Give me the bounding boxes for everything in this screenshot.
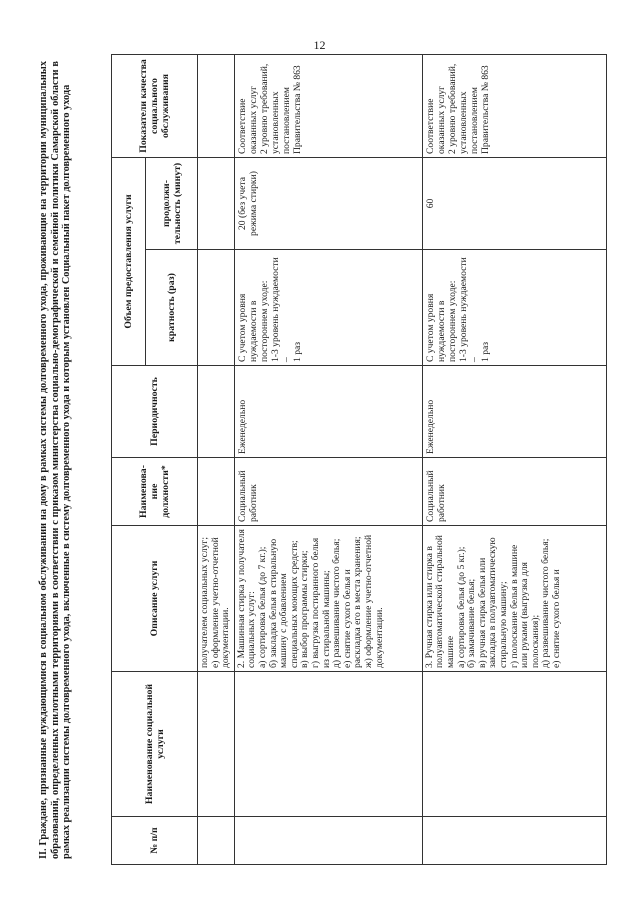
- table-row: [198, 55, 235, 865]
- rotated-table-block: [35, 55, 603, 865]
- service-position: Социальный работник: [234, 458, 422, 526]
- service-periodicity: Еженедельно: [422, 366, 606, 458]
- header-multiplicity: кратность (раз): [146, 250, 198, 366]
- service-duration: 60: [422, 158, 606, 250]
- header-periodicity: Периодичность: [112, 366, 198, 458]
- header-quality: Показатели качества социального обслуживания: [112, 55, 198, 158]
- service-periodicity: Еженедельно: [234, 366, 422, 458]
- table-row: [234, 55, 422, 865]
- header-position: Наименова-ние должности*: [112, 458, 198, 526]
- header-num: № п/п: [112, 817, 198, 865]
- service-multiplicity: С учетом уровня нуждаемости в постороннем уходе: 1-3 уровень нуждаемости – 1 раз: [422, 250, 606, 366]
- service-quality: Соответствие оказанных услуг 2 уровню требований, установленных постановлением Правительства № 863: [422, 55, 606, 158]
- service-duration: 20 (без учета режима стирки): [234, 158, 422, 250]
- header-duration: продолжи-тельность (минут): [146, 158, 198, 250]
- table-row: [422, 55, 606, 865]
- header-service-name: Наименование социальной услуги: [112, 672, 198, 817]
- service-description: получателем социальных услуг; е) оформление учетно-отчетной документации.: [198, 526, 235, 672]
- header-description: Описание услуги: [112, 526, 198, 672]
- section-title: II. Граждане, признанные нуждающимися в социальном обслуживании на дому в рамках системы долговременного ухода, проживающие на территории муниципальных образований, определенных пилотными территориями в соответствии с приказом министерства социально-демографической и семейной политики Самарской области в рамках реализации системы долговременного ухода, включенные в систему долговременного ухода и которым установлен Социальный пакет долговременного ухода: [38, 61, 73, 859]
- service-quality: Соответствие оказанных услуг 2 уровню требований, установленных постановлением Правительства № 863: [234, 55, 422, 158]
- service-multiplicity: С учетом уровня нуждаемости в постороннем уходе: 1-3 уровень нуждаемости – 1 раз: [234, 250, 422, 366]
- service-description: 3. Ручная стирка или стирка в полуавтоматической стиральной машине а) сортировка белья (до 5 кг.); б) замачивание белья; в) ручная стирка белья или закладка в полуавтоматическую стиральную машину; г) полоскание белья в машине или руками (выгрузка для полоскания); д) развешивание чистого белья; е) снятие сухого белья и: [422, 526, 606, 672]
- page-number: 12: [313, 38, 326, 52]
- services-table: [111, 54, 607, 865]
- header-volume: Объем предоставления услуги: [112, 158, 146, 366]
- service-description: 2. Машинная стирка у получателя социальных услуг: а) сортировка белья (до 7 кг.); б) закладка белья в стиральную машину с добавлением специальных моющих средств; в) выбор программы стирки; г) выгрузка постиранного белья из стиральной машины; д) развешивание чистого белья; е) снятие сухого белья и раскладка его в места хранения; ж) оформление учетно-отчетной документации.: [234, 526, 422, 672]
- service-position: Социальный работник: [422, 458, 606, 526]
